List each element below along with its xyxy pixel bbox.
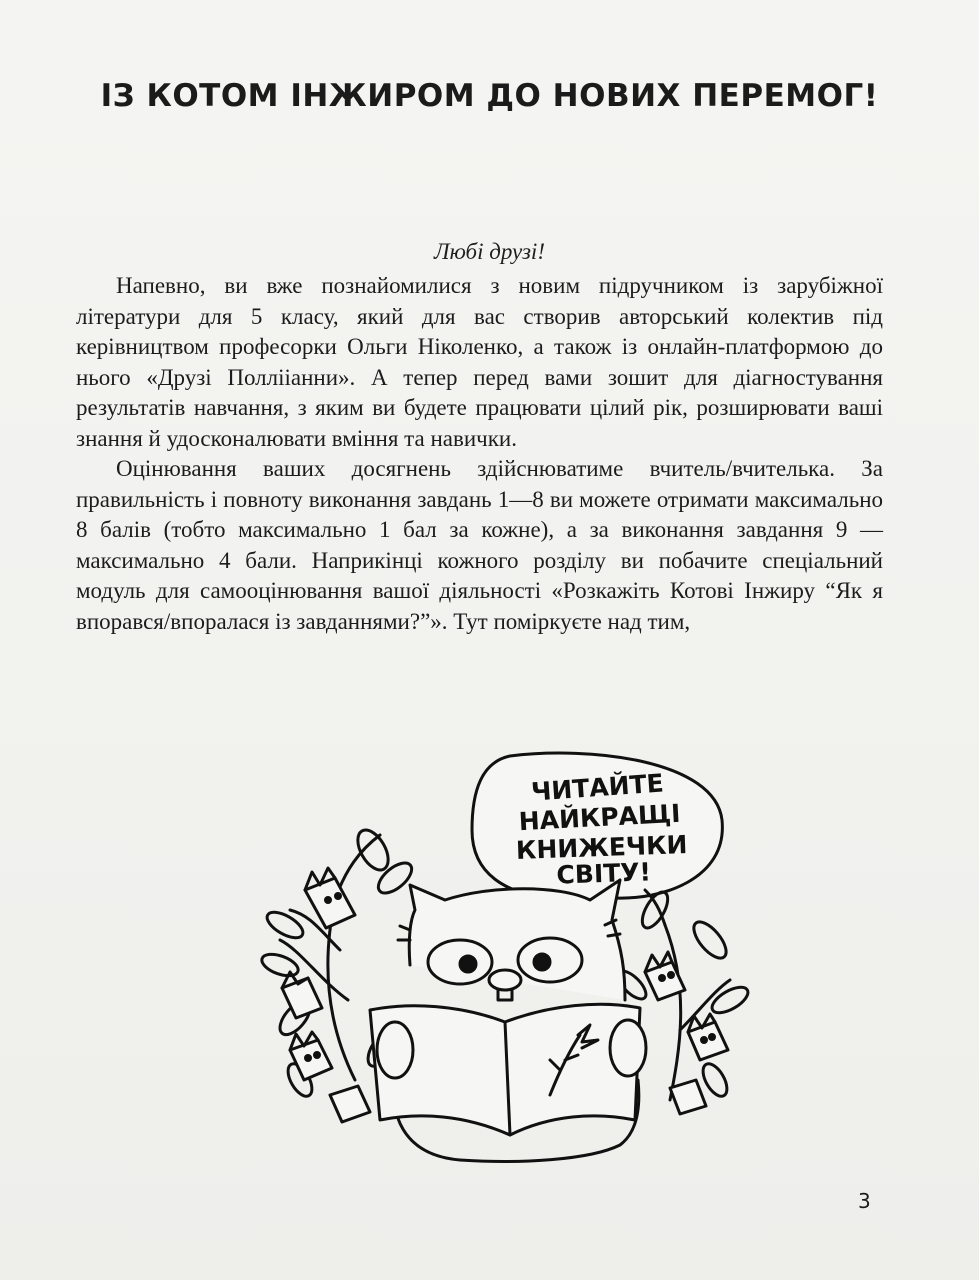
page-title: ІЗ КОТОМ ІНЖИРОМ ДО НОВИХ ПЕРЕМОГ! xyxy=(100,78,879,114)
bubble-line-3: КНИЖЕЧКИ xyxy=(515,830,688,865)
body-text xyxy=(76,271,883,637)
greeting: Любі друзі! xyxy=(434,239,545,264)
cat-reading-illustration xyxy=(260,750,750,1170)
bubble-line-1: ЧИТАЙТЕ xyxy=(530,768,665,807)
bubble-line-4: СВІТУ! xyxy=(556,857,652,890)
page-number: 3 xyxy=(858,1189,871,1213)
cat-figure xyxy=(370,880,646,1161)
paragraph-2: Оцінювання ваших досягнень здійснюватиме вчитель/вчителька. За правильність і повноту виконання завдань 1—8 ви можете отримати максимально 8 балів (тобто максимально 1 бал за кожне), а за виконання завдання 9 — максимально 4 бали. Наприкінці кожного розділу ви побачите спеціальний модуль для самооцінювання вашої діяльності «Розкажіть Котові Інжиру “Як я впорався/впоралася із завданнями?”». Тут поміркуєте над тим, xyxy=(76,456,883,634)
paragraph-1: Напевно, ви вже познайомилися з новим підручником із зарубіжної літератури для 5 класу, який для вас створив авторський колектив під керівництвом професорки Ольги Ніколенко, а також із онлайн-платформою до нього «Друзі Поллііанни». А тепер перед вами зошит для діагностування результатів навчання, з яким ви будете працювати цілий рік, розширювати ваші знання й удосконалювати вміння та навички. xyxy=(76,273,883,451)
bubble-line-2: НАЙКРАЩІ xyxy=(518,798,682,837)
